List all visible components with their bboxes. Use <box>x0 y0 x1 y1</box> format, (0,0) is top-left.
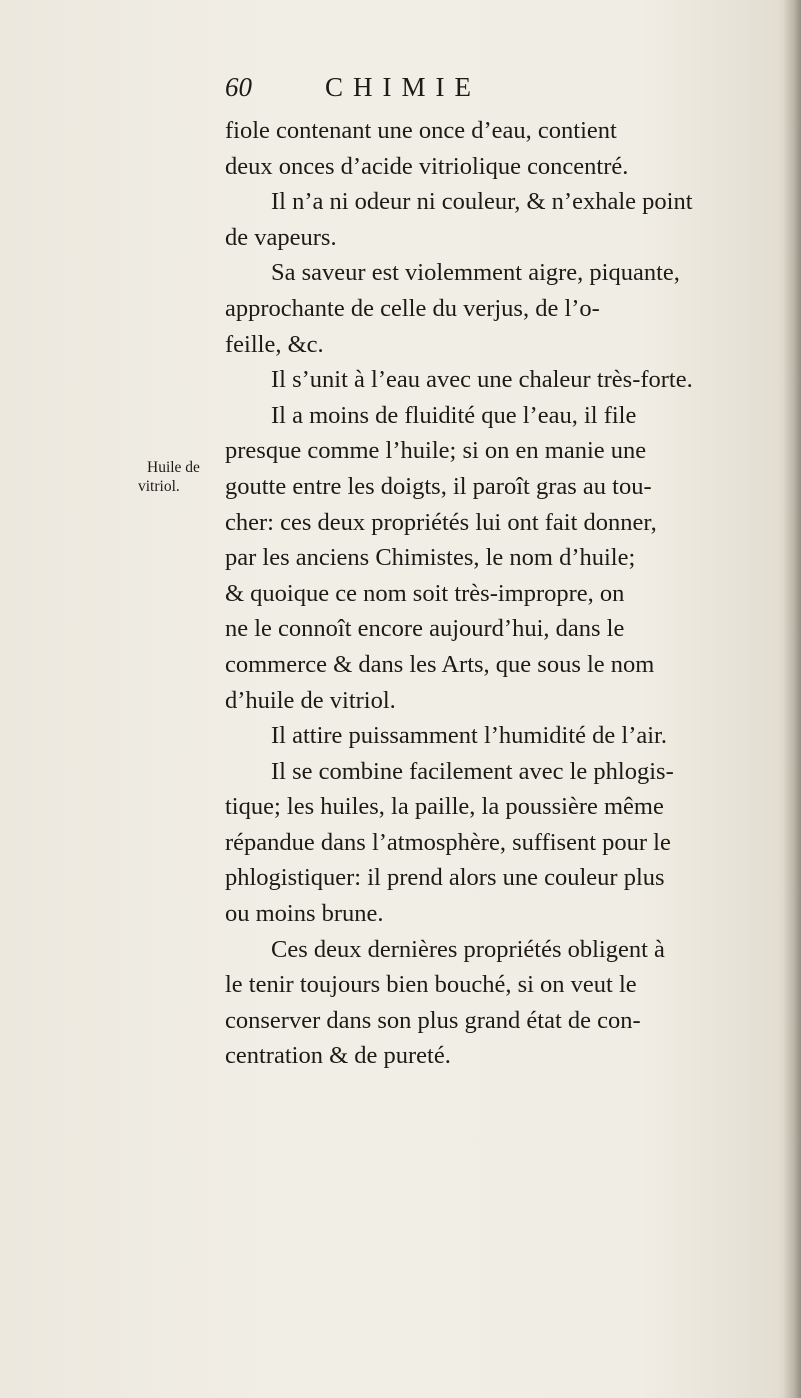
text-line: d’huile de vitriol. <box>225 686 396 714</box>
text-line: Il a moins de fluidité que l’eau, il file <box>271 401 637 429</box>
running-title: CHIMIE <box>325 72 481 102</box>
text-line: Ces deux dernières propriétés obligent à <box>271 935 665 963</box>
text-line: presque comme l’huile; si on en manie une <box>225 437 647 465</box>
text-line: répandue dans l’atmosphère, suffisent pour le <box>225 828 671 856</box>
page-edge-shadow <box>783 0 801 1398</box>
text-line: Il s’unit à l’eau avec une chaleur très-forte. <box>271 366 693 394</box>
text-line: Il se combine facilement avec le phlogis- <box>271 757 674 785</box>
text-line: phlogistiquer: il prend alors une couleur plus <box>225 864 665 892</box>
text-line: commerce & dans les Arts, que sous le nom <box>225 650 655 678</box>
body-text <box>225 113 780 1074</box>
text-line: tique; les huiles, la paille, la poussière même <box>225 793 664 821</box>
page-number: 60 <box>225 72 252 102</box>
text-line: goutte entre les doigts, il paroît gras au tou- <box>225 472 652 500</box>
text-line: Il attire puissamment l’humidité de l’air. <box>271 722 667 750</box>
text-line: Sa saveur est violemment aigre, piquante, <box>271 259 680 287</box>
text-line: feille, &c. <box>225 330 324 358</box>
text-line: approchante de celle du verjus, de l’o- <box>225 294 600 322</box>
margin-note-line: Huile de <box>147 459 200 476</box>
text-line: de vapeurs. <box>225 223 337 251</box>
text-line: ne le connoît encore aujourd’hui, dans le <box>225 615 625 643</box>
text-line: le tenir toujours bien bouché, si on veut le <box>225 971 637 999</box>
text-line: par les anciens Chimistes, le nom d’huile; <box>225 544 636 572</box>
page-header <box>225 72 605 112</box>
text-line: centration & de pureté. <box>225 1042 451 1070</box>
text-line: deux onces d’acide vitriolique concentré. <box>225 152 629 180</box>
margin-note-line: vitriol. <box>138 478 180 495</box>
margin-note <box>138 458 228 496</box>
text-line: cher: ces deux propriétés lui ont fait donner, <box>225 508 657 536</box>
text-line: Il n’a ni odeur ni couleur, & n’exhale point <box>271 188 693 216</box>
text-line: conserver dans son plus grand état de con- <box>225 1006 641 1034</box>
text-line: & quoique ce nom soit très-impropre, on <box>225 579 625 607</box>
text-line: fiole contenant une once d’eau, contient <box>225 117 617 144</box>
text-line: ou moins brune. <box>225 900 384 928</box>
